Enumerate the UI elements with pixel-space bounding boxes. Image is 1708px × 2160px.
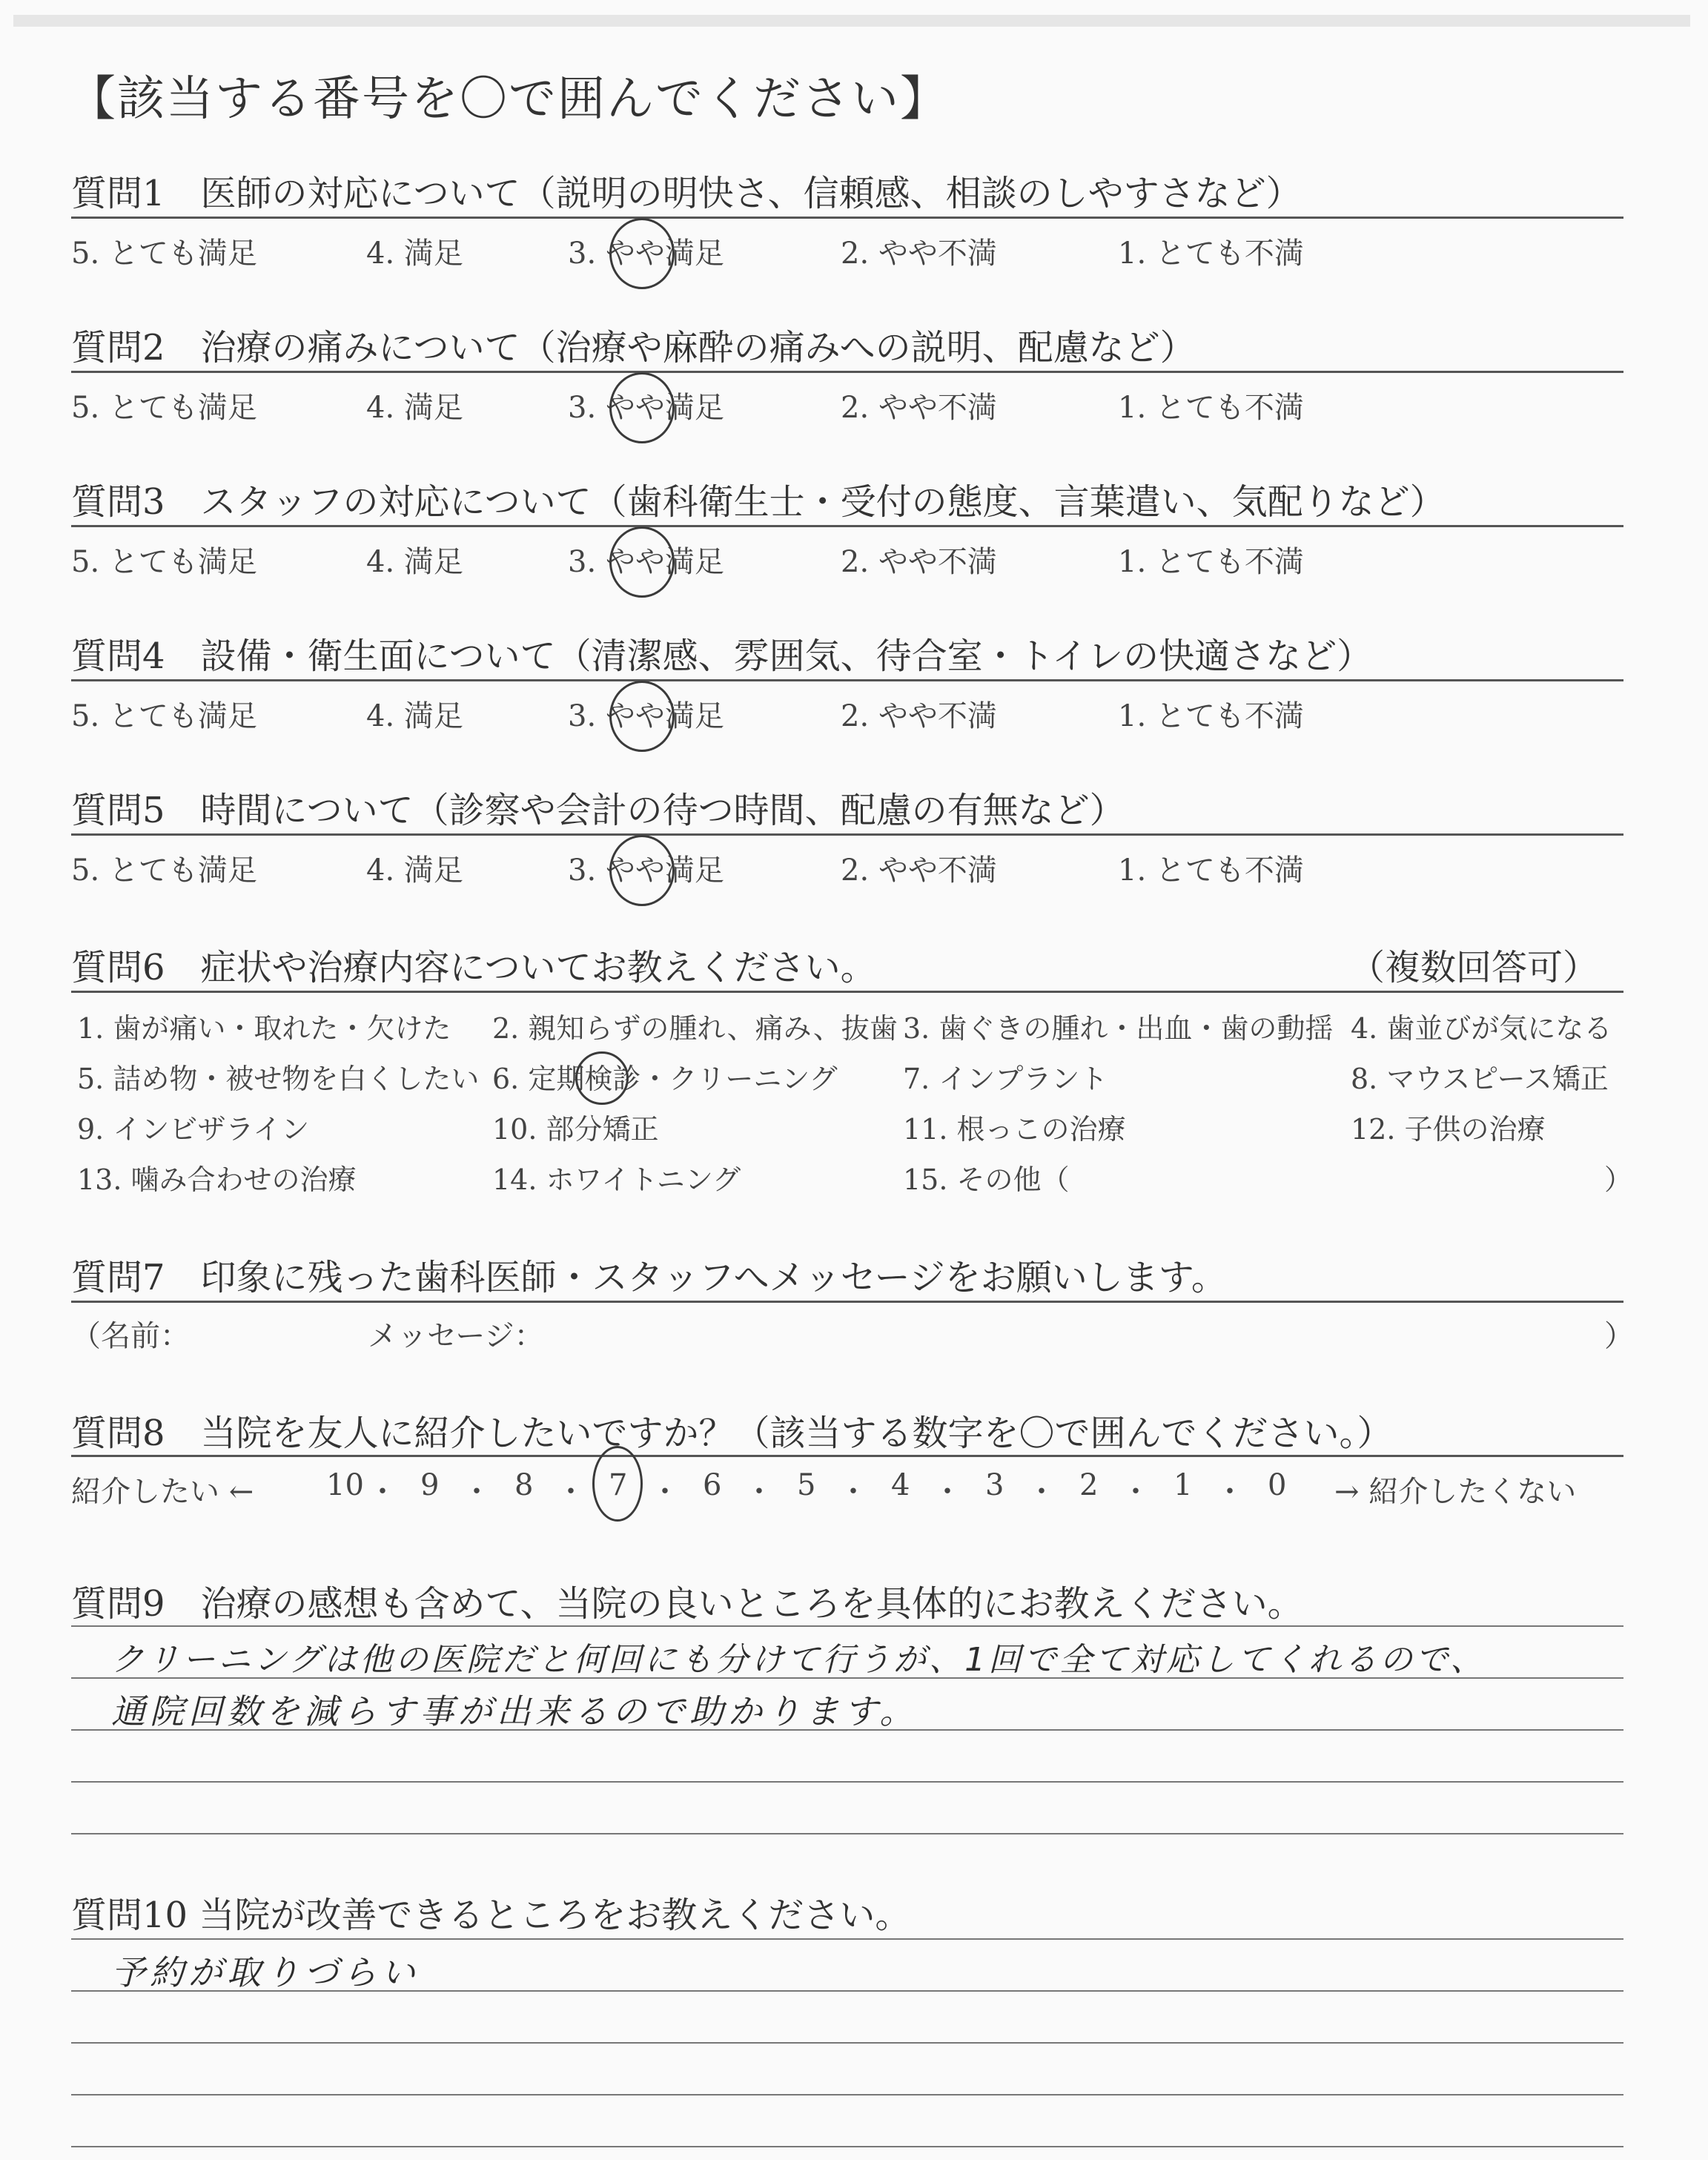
q1-option-5[interactable]: 5. とても満足 <box>71 237 257 271</box>
q1-option-4[interactable]: 4. 満足 <box>366 237 463 271</box>
q8-separator-dot: ・ <box>650 1475 680 1509</box>
q6-option-4[interactable]: 4. 歯並びが気になる <box>1351 1012 1612 1045</box>
q6-option-11[interactable]: 11. 根っこの治療 <box>903 1113 1126 1146</box>
q6-option-8[interactable]: 8. マウスピース矯正 <box>1351 1063 1609 1095</box>
q6-option-15[interactable]: 15. その他（ <box>903 1163 1070 1196</box>
q8-number-9[interactable]: 9 <box>420 1468 440 1502</box>
q4-rule <box>71 679 1623 681</box>
q8-separator-dot: ・ <box>933 1475 962 1509</box>
q8-number-10[interactable]: 10 <box>326 1468 364 1502</box>
q9-line-5 <box>71 1833 1623 1834</box>
q3-option-3[interactable]: 3. やや満足 <box>568 545 724 579</box>
q1-selection-circle <box>609 218 675 289</box>
q10-line-4 <box>71 2094 1623 2095</box>
q6-option-3[interactable]: 3. 歯ぐきの腫れ・出血・歯の動揺 <box>903 1012 1334 1045</box>
q8-number-4[interactable]: 4 <box>891 1468 910 1502</box>
q8-right-label: → 紹介したくない <box>1334 1475 1577 1509</box>
q10-answer: 予約が取りづらい <box>111 1952 420 1992</box>
q6-option-2[interactable]: 2. 親知らずの腫れ、痛み、抜歯 <box>492 1012 898 1045</box>
q4-option-5[interactable]: 5. とても満足 <box>71 699 257 733</box>
q1-title: 質問1 医師の対応について（説明の明快さ、信頼感、相談のしやすさなど） <box>71 173 1302 214</box>
q8-separator-dot: ・ <box>556 1475 586 1509</box>
q8-number-5[interactable]: 5 <box>797 1468 816 1502</box>
scan-edge <box>13 15 1690 27</box>
q8-number-0[interactable]: 0 <box>1268 1468 1287 1502</box>
q6-option-10[interactable]: 10. 部分矯正 <box>492 1113 659 1146</box>
q1-option-1[interactable]: 1. とても不満 <box>1118 237 1304 271</box>
q7-message-label: メッセージ： <box>368 1319 544 1353</box>
q6-selection-circle <box>575 1051 629 1105</box>
q6-option-1[interactable]: 1. 歯が痛い・取れた・欠けた <box>77 1012 451 1045</box>
instruction-header: 【該当する番号を〇で囲んでください】 <box>68 72 949 127</box>
q2-option-3[interactable]: 3. やや満足 <box>568 391 724 425</box>
q9-answer-line-2: 通院回数を減らす事が出来るので助かります。 <box>111 1691 918 1731</box>
q3-option-5[interactable]: 5. とても満足 <box>71 545 257 579</box>
q2-option-1[interactable]: 1. とても不満 <box>1118 391 1304 425</box>
q4-selection-circle <box>609 681 675 752</box>
q6-option-12[interactable]: 12. 子供の治療 <box>1351 1113 1546 1146</box>
q6-option-7[interactable]: 7. インプラント <box>903 1063 1108 1095</box>
q6-other-close-paren: ） <box>1604 1163 1633 1196</box>
q5-rule <box>71 833 1623 836</box>
q3-option-1[interactable]: 1. とても不満 <box>1118 545 1304 579</box>
q10-line-3 <box>71 2042 1623 2044</box>
q10-title: 質問10 当院が改善できるところをお教えください。 <box>71 1895 911 1936</box>
q8-selection-circle <box>592 1446 643 1522</box>
q9-line-1 <box>71 1625 1623 1627</box>
q8-separator-dot: ・ <box>368 1475 397 1509</box>
q9-answer-line-1: クリーニングは他の医院だと何回にも分けて行うが、1回で全て対応してくれるので、 <box>111 1641 1486 1679</box>
q6-option-5[interactable]: 5. 詰め物・被せ物を白くしたい <box>77 1063 480 1095</box>
q2-title: 質問2 治療の痛みについて（治療や麻酔の痛みへの説明、配慮など） <box>71 327 1196 369</box>
q1-option-2[interactable]: 2. やや不満 <box>841 237 997 271</box>
q7-rule <box>71 1301 1623 1303</box>
q5-selection-circle <box>609 835 675 906</box>
q6-option-14[interactable]: 14. ホワイトニング <box>492 1163 741 1196</box>
q4-option-3[interactable]: 3. やや満足 <box>568 699 724 733</box>
q1-option-3[interactable]: 3. やや満足 <box>568 237 724 271</box>
q3-rule <box>71 525 1623 527</box>
q8-separator-dot: ・ <box>744 1475 774 1509</box>
q8-separator-dot: ・ <box>1121 1475 1151 1509</box>
q8-rule <box>71 1455 1623 1457</box>
q8-title: 質問8 当院を友人に紹介したいですか？（該当する数字を〇で囲んでください。） <box>71 1413 1393 1454</box>
q2-option-5[interactable]: 5. とても満足 <box>71 391 257 425</box>
q5-option-5[interactable]: 5. とても満足 <box>71 853 257 888</box>
q3-option-4[interactable]: 4. 満足 <box>366 545 463 579</box>
q9-title: 質問9 治療の感想も含めて、当院の良いところを具体的にお教えください。 <box>71 1583 1303 1625</box>
q8-separator-dot: ・ <box>838 1475 868 1509</box>
q8-number-8[interactable]: 8 <box>514 1468 534 1502</box>
q7-name-label: （名前： <box>71 1319 190 1353</box>
q4-title: 質問4 設備・衛生面について（清潔感、雰囲気、待合室・トイレの快適さなど） <box>71 635 1373 677</box>
q5-title: 質問5 時間について（診察や会計の待つ時間、配慮の有無など） <box>71 790 1125 831</box>
q5-option-1[interactable]: 1. とても不満 <box>1118 853 1304 888</box>
q8-number-2[interactable]: 2 <box>1079 1468 1099 1502</box>
q5-option-3[interactable]: 3. やや満足 <box>568 853 724 888</box>
q4-option-1[interactable]: 1. とても不満 <box>1118 699 1304 733</box>
q5-option-2[interactable]: 2. やや不満 <box>841 853 997 888</box>
q8-left-label: 紹介したい ← <box>71 1475 254 1509</box>
q8-separator-dot: ・ <box>1215 1475 1245 1509</box>
q6-title: 質問6 症状や治療内容についてお教えください。 <box>71 947 876 988</box>
q3-selection-circle <box>609 526 675 598</box>
q2-selection-circle <box>609 372 675 443</box>
q2-option-4[interactable]: 4. 満足 <box>366 391 463 425</box>
q8-separator-dot: ・ <box>462 1475 491 1509</box>
q7-close-paren: ） <box>1604 1319 1634 1353</box>
q2-rule <box>71 371 1623 373</box>
q5-option-4[interactable]: 4. 満足 <box>366 853 463 888</box>
q8-separator-dot: ・ <box>1027 1475 1056 1509</box>
q8-number-1[interactable]: 1 <box>1174 1468 1193 1502</box>
q4-option-2[interactable]: 2. やや不満 <box>841 699 997 733</box>
q3-option-2[interactable]: 2. やや不満 <box>841 545 997 579</box>
q6-rule <box>71 991 1623 993</box>
q9-line-4 <box>71 1781 1623 1783</box>
q1-rule <box>71 217 1623 219</box>
q7-title: 質問7 印象に残った歯科医師・スタッフへメッセージをお願いします。 <box>71 1257 1227 1298</box>
q6-multi-answer-note: （複数回答可） <box>1349 947 1599 988</box>
q10-line-5 <box>71 2146 1623 2147</box>
q3-title: 質問3 スタッフの対応について（歯科衛生士・受付の態度、言葉遣い、気配りなど） <box>71 481 1446 523</box>
q6-option-13[interactable]: 13. 噛み合わせの治療 <box>77 1163 357 1196</box>
q6-option-6[interactable]: 6. 定期検診・クリーニング <box>492 1063 838 1095</box>
q6-option-9[interactable]: 9. インビザライン <box>77 1113 310 1146</box>
q8-number-3[interactable]: 3 <box>985 1468 1004 1502</box>
q2-option-2[interactable]: 2. やや不満 <box>841 391 997 425</box>
q8-number-7[interactable]: 7 <box>609 1468 628 1502</box>
q10-line-1 <box>71 1938 1623 1940</box>
q4-option-4[interactable]: 4. 満足 <box>366 699 463 733</box>
q8-number-6[interactable]: 6 <box>703 1468 722 1502</box>
